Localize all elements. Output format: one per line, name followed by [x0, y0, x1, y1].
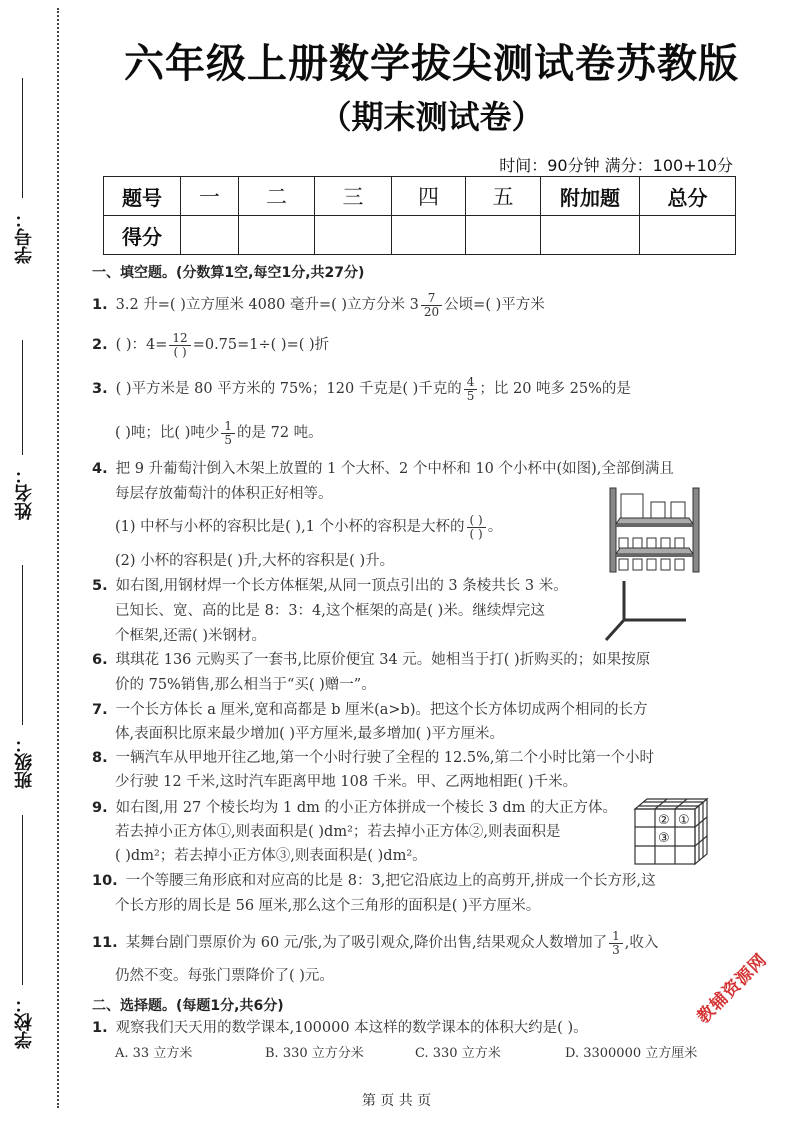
question-text: 体,表面积比原来最少增加( )平方厘米,最多增加( )平方厘米。: [115, 726, 505, 742]
question-1-5-line3: [92, 628, 266, 645]
header-cell: 三: [315, 177, 392, 216]
question-text: 少行驶 12 千米,这时汽车距离甲地 108 千米。甲、乙两地相距( )千米。: [115, 774, 578, 790]
name-line[interactable]: [22, 340, 23, 455]
question-1-4-line2: [92, 486, 333, 503]
fraction: [609, 930, 623, 956]
question-text: (2) 小杯的容积是( )升,大杯的容积是( )升。: [115, 553, 395, 569]
school-line[interactable]: [22, 815, 23, 985]
question-text: 如右图,用 27 个棱长均为 1 dm 的小正方体拼成一个棱长 3 dm 的大正方体。: [115, 800, 618, 816]
question-text: 一个长方体长 a 厘米,宽和高都是 b 厘米(a>b)。把这个长方体切成两个相同的长方: [115, 702, 648, 718]
option-b[interactable]: B. 330 立方分米: [265, 1046, 364, 1061]
cup-shelf-figure: [607, 486, 703, 576]
question-text: 若去掉小正方体①,则表面积是( )dm²；若去掉小正方体②,则表面积是: [115, 824, 561, 840]
question-number: 6.: [92, 652, 108, 668]
question-1-11: [92, 930, 658, 956]
binding-dashed-line: [57, 8, 59, 1108]
question-text: 价的 75%销售,那么相当于“买( )赠一”。: [115, 677, 376, 693]
header-cell: 附加题: [541, 177, 640, 216]
page-footer: 第 页 共 页: [361, 1093, 432, 1109]
question-text: 公顷=( )平方米: [444, 297, 545, 314]
question-1-1: [92, 292, 545, 318]
question-1-9-line2: [92, 824, 560, 841]
question-1-8-line2: [92, 774, 577, 791]
header-cell: 一: [181, 177, 239, 216]
class-line[interactable]: [22, 565, 23, 725]
cube-label-3: ③: [658, 831, 670, 846]
question-1-6-line2: [92, 677, 376, 694]
option-c[interactable]: C. 330 立方米: [415, 1046, 501, 1061]
row-label-cell: 得分: [104, 216, 181, 255]
question-1-7: [92, 702, 647, 719]
question-2-1-options: [115, 1046, 697, 1062]
question-number: 4.: [92, 461, 108, 477]
question-text: (1) 中杯与小杯的容积比是( ),1 个小杯的容积是大杯的: [115, 519, 465, 536]
question-text: ；比 20 吨多 25%的是: [479, 381, 631, 398]
cube-label-1: ①: [678, 813, 690, 828]
question-text: 每层存放葡萄汁的体积正好相等。: [115, 486, 333, 502]
question-number: 2.: [92, 337, 108, 354]
question-text: 如右图,用钢材焊一个长方体框架,从同一顶点引出的 3 条棱共长 3 米。: [115, 578, 568, 594]
question-text: 仍然不变。每张门票降价了( )元。: [115, 968, 334, 984]
question-1-5-line2: [92, 603, 545, 620]
section-heading-multiple-choice: 二、选择题。(每题1分,共6分): [92, 998, 284, 1014]
class-label: 班级：: [14, 735, 35, 789]
question-1-4-sub2: [92, 553, 394, 570]
fraction: [467, 514, 486, 540]
question-1-2: [92, 332, 329, 358]
score-cell[interactable]: [392, 216, 466, 255]
fraction-numerator: 12: [169, 332, 190, 346]
score-cell[interactable]: [541, 216, 640, 255]
question-1-10: [92, 873, 656, 890]
question-number: 1.: [92, 1020, 108, 1036]
score-table: [103, 176, 736, 255]
fraction: [221, 420, 235, 446]
header-cell: 二: [239, 177, 315, 216]
score-cell[interactable]: [239, 216, 315, 255]
question-text: ( )平方米是 80 平方米的 75%；120 千克是( )千克的: [115, 381, 462, 398]
question-number: 10.: [92, 873, 118, 889]
question-number: 1.: [92, 297, 108, 314]
header-cell: 五: [466, 177, 541, 216]
fraction-numerator: 7: [421, 292, 442, 306]
score-cell[interactable]: [466, 216, 541, 255]
question-number: 8.: [92, 750, 108, 766]
question-text: 。: [487, 519, 503, 536]
page-subtitle: （期末测试卷）: [319, 98, 544, 136]
fraction-denominator: 5: [224, 432, 232, 447]
question-text: 已知长、宽、高的比是 8：3：4,这个框架的高是( )米。继续焊完这: [115, 603, 545, 619]
fraction-numerator: 1: [221, 420, 235, 434]
student-id-label: 学号：: [14, 210, 35, 264]
question-1-5: [92, 578, 568, 595]
question-text: ( )dm²；若去掉小正方体③,则表面积是( )dm²。: [115, 848, 427, 864]
question-number: 7.: [92, 702, 108, 718]
score-cell[interactable]: [640, 216, 736, 255]
question-number: 5.: [92, 578, 108, 594]
question-number: 3.: [92, 381, 108, 398]
question-text: 的是 72 吨。: [237, 425, 323, 442]
question-text: 一个等腰三角形底和对应高的比是 8：3,把它沿底边上的高剪开,拼成一个长方形,这: [125, 873, 656, 889]
fraction-denominator: ( ): [173, 344, 187, 359]
question-1-4: [92, 461, 674, 478]
question-text: ( )：4=: [115, 337, 168, 354]
question-number: 11.: [92, 935, 118, 952]
question-2-1: [92, 1020, 588, 1037]
fraction-denominator: 3: [612, 942, 620, 957]
question-text: 琪琪花 136 元购买了一套书,比原价便宜 34 元。她相当于打( )折购买的；如果按原: [115, 652, 651, 668]
name-label: 姓名：: [14, 466, 35, 520]
option-a[interactable]: A. 33 立方米: [115, 1046, 193, 1061]
exam-meta: 时间：90分钟 满分：100+10分: [499, 156, 733, 175]
question-text: ,收入: [624, 935, 659, 952]
question-1-8: [92, 750, 654, 767]
page-title: 六年级上册数学拔尖测试卷苏教版: [124, 41, 739, 87]
question-number: 9.: [92, 800, 108, 816]
cuboid-corner-figure: [600, 578, 690, 644]
header-cell: 题号: [104, 177, 181, 216]
student-id-line[interactable]: [22, 78, 23, 198]
question-1-9-line3: [92, 848, 427, 865]
fraction: [421, 292, 442, 318]
question-1-6: [92, 652, 650, 669]
question-1-3: [92, 376, 631, 402]
score-table-score-row: [104, 216, 736, 255]
fraction: [169, 332, 190, 358]
question-text: =0.75=1÷( )=( )折: [192, 337, 330, 354]
fraction-numerator: ( ): [467, 514, 486, 528]
question-text: 把 9 升葡萄汁倒入木架上放置的 1 个大杯、2 个中杯和 10 个小杯中(如图),全部倒满且: [115, 461, 674, 477]
score-cell[interactable]: [315, 216, 392, 255]
question-text: 观察我们天天用的数学课本,100000 本这样的数学课本的体积大约是( )。: [115, 1020, 588, 1036]
header-cell: 四: [392, 177, 466, 216]
fraction-denominator: ( ): [469, 526, 483, 541]
question-1-10-line2: [92, 898, 540, 915]
question-text: 一辆汽车从甲地开往乙地,第一个小时行驶了全程的 12.5%,第二个小时比第一个小时: [115, 750, 654, 766]
fraction-numerator: 1: [609, 930, 623, 944]
option-d[interactable]: D. 3300000 立方厘米: [565, 1046, 698, 1061]
question-text: 个长方形的周长是 56 厘米,那么这个三角形的面积是( )平方厘米。: [115, 898, 541, 914]
watermark-stamp: 教辅资源网: [693, 949, 772, 1028]
question-1-3-line2: [92, 420, 323, 446]
section-heading-fill-in: 一、填空题。(分数算1空,每空1分,共27分): [92, 265, 365, 281]
question-text: 某舞台剧门票原价为 60 元/张,为了吸引观众,降价出售,结果观众人数增加了: [125, 935, 608, 952]
question-text: ( )吨；比( )吨少: [115, 425, 220, 442]
score-table-header-row: [104, 177, 736, 216]
question-1-4-sub1: [92, 514, 502, 540]
question-1-7-line2: [92, 726, 504, 743]
school-label: 学校：: [14, 995, 35, 1049]
fraction-denominator: 5: [466, 388, 475, 403]
header-cell: 总分: [640, 177, 736, 216]
question-1-9: [92, 800, 617, 817]
fraction: [464, 376, 478, 402]
big-cube-figure: [633, 797, 715, 867]
question-text: 个框架,还需( )米钢材。: [115, 628, 267, 644]
question-1-11-line2: [92, 968, 334, 985]
question-text: 3.2 升=( )立方厘米 4080 毫升=( )立方分米 3: [115, 297, 419, 314]
fraction-numerator: 4: [464, 376, 478, 390]
score-cell[interactable]: [181, 216, 239, 255]
fraction-denominator: 20: [423, 304, 440, 319]
cube-label-2: ②: [658, 813, 670, 828]
